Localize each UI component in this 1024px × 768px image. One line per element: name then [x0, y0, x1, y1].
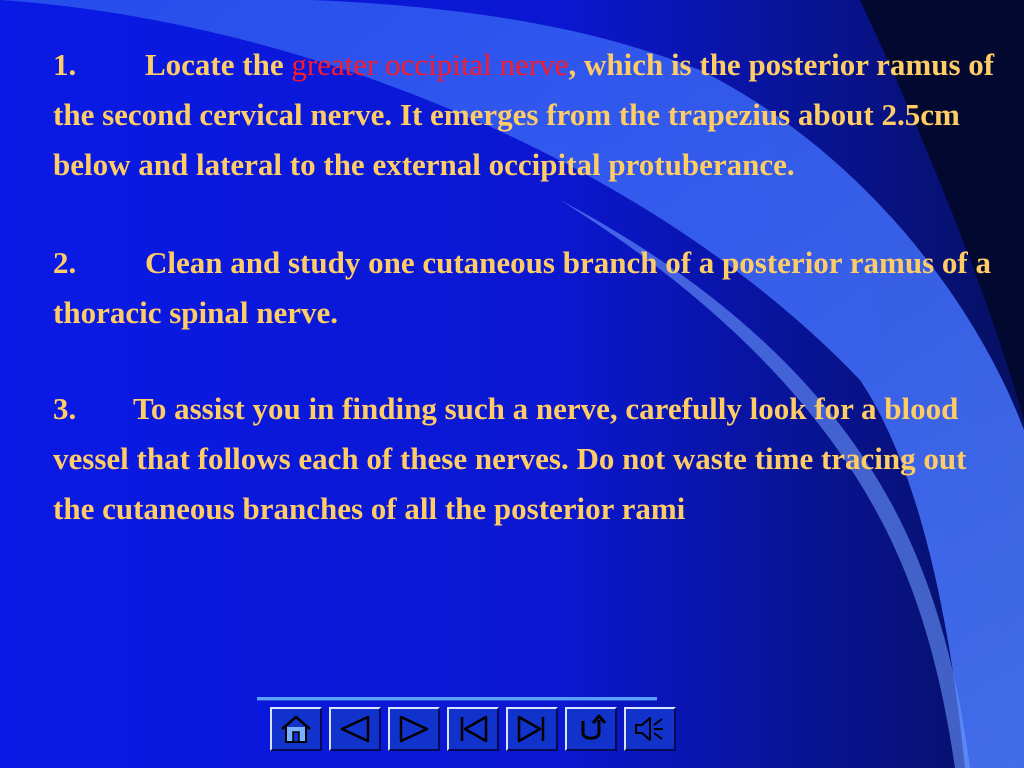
highlighted-term: greater occipital nerve	[291, 47, 569, 82]
home-button[interactable]	[270, 707, 322, 751]
paragraph-text: Clean and study one cutaneous branch of a posterior ramus of a thoracic spinal nerve.	[53, 245, 991, 330]
paragraph-number: 2.	[53, 245, 77, 280]
paragraph-1	[53, 40, 1013, 190]
previous-slide-button[interactable]	[329, 707, 381, 751]
last-slide-icon	[514, 713, 550, 745]
slide-navigation	[270, 707, 676, 753]
sound-icon	[632, 713, 668, 745]
sound-button[interactable]	[624, 707, 676, 751]
last-slide-button[interactable]	[506, 707, 558, 751]
first-slide-button[interactable]	[447, 707, 499, 751]
paragraph-text: Locate the	[145, 47, 292, 82]
nav-divider	[257, 697, 657, 701]
first-slide-icon	[455, 713, 491, 745]
slide-body	[53, 40, 1013, 534]
next-icon	[396, 713, 432, 745]
paragraph-text: To assist you in finding such a nerve, carefully look for a blood vessel that follows each of these nerves. Do not waste time tracing out the cutaneous branches of all the posterior rami	[53, 391, 967, 526]
paragraph-text: , which is the posterior ramus of the second cervical nerve. It emerges from the trapezius about 2.5cm below and lateral to the external occipital protuberance.	[53, 47, 995, 182]
paragraph-number: 1.	[53, 47, 77, 82]
next-slide-button[interactable]	[388, 707, 440, 751]
paragraph-2	[53, 238, 1013, 338]
return-button[interactable]	[565, 707, 617, 751]
return-icon	[573, 713, 609, 745]
previous-icon	[337, 713, 373, 745]
home-icon	[278, 713, 314, 745]
paragraph-3	[53, 384, 1013, 534]
paragraph-number: 3.	[53, 391, 77, 426]
